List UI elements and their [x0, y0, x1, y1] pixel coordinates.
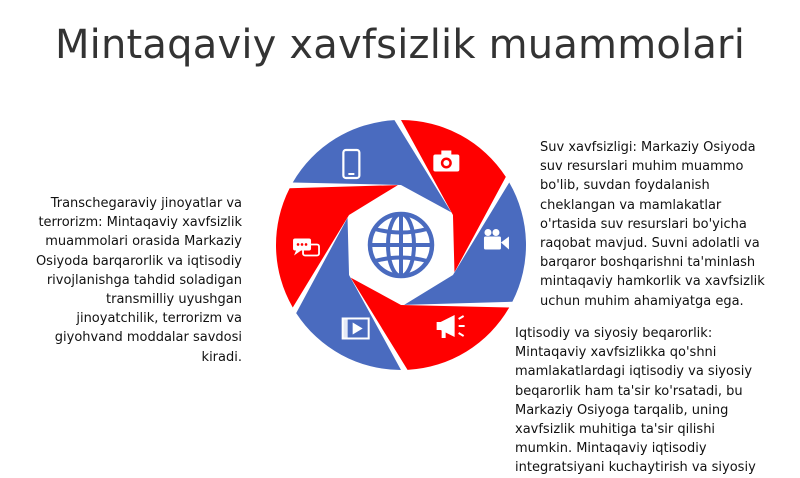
right-bottom-description: Iqtisodiy va siyosiy beqarorlik: Mintaqaviy xavfsizlikka qo'shni mamlakatlardagi iqtisodiy va siyosiy beqarorlik ham ta'sir ko'rsatadi, bu Markaziy Osiyoga tarqalib, uning xavfsizlik muhitiga ta'sir qilishi mumkin. Mintaqaviy iqtisodiy integratsiyani kuchaytirish va siyosiy	[515, 326, 756, 476]
page-title: Mintaqaviy xavfsizlik muammolari	[54, 22, 746, 68]
left-description: Transchegaraviy jinoyatlar va terrorizm: Mintaqaviy xavfsizlik muammolari orasida Markaziy Osiyoda barqarorlik va iqtisodiy rivojlanishga tahdid soladigan transmilliy uyushgan jinoyatchilik, terrorizm va giyohvand moddalar savdosi kiradi.	[35, 196, 242, 365]
globe-icon	[370, 214, 432, 276]
right-top-description: Suv xavfsizligi: Markaziy Osiyoda suv resurslari muhim muammo bo'lib, suvdan foydalanish cheklangan va mamlakatlar o'rtasida suv resurslari bo'yicha raqobat mavjud. Suvni adolatli va barqaror boshqarishni ta'minlash mintaqaviy hamkorlik va xavfsizlik uchun muhim ahamiyatga ega.	[540, 140, 765, 309]
